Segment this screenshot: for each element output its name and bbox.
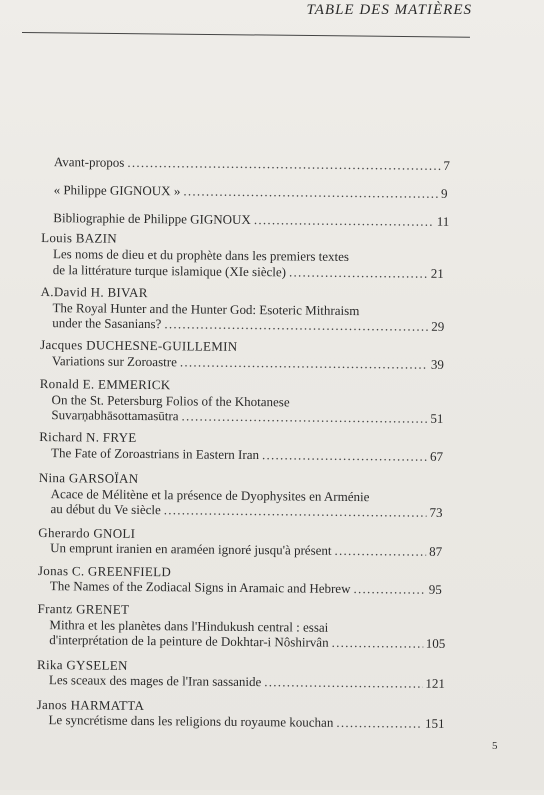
toc-author: A.David H. BIVAR [40, 284, 148, 301]
toc-page-number: 95 [428, 581, 442, 597]
toc-page-number: 39 [430, 356, 445, 372]
toc-entry-title: The Fate of Zoroastrians in Eastern Iran [51, 445, 260, 463]
toc-author: Jonas C. GREENFIELD [37, 563, 172, 580]
leader-dots [183, 183, 438, 200]
toc-entry-title: Suvarṇabhāsottamasūtra [51, 407, 179, 424]
leader-dots [353, 581, 425, 597]
toc-entry-title: Acace de Mélitène et la présence de Dyophysites en Arménie [50, 486, 370, 505]
toc-entry-title: Mithra et les planètes dans l'Hindukush central : essai [49, 617, 329, 635]
toc-entry-title: Variations sur Zoroastre [51, 353, 177, 370]
toc-page-number: 67 [430, 448, 444, 464]
toc-entry-title: Les sceaux des mages de l'Iran sassanide [48, 672, 262, 690]
leader-dots [262, 447, 427, 464]
leader-dots [254, 212, 434, 229]
leader-dots [127, 155, 440, 173]
toc-entry-title: « Philippe GIGNOUX » [53, 182, 181, 199]
toc-page-number: 121 [425, 675, 445, 691]
toc-entry-title: Un emprunt iranien en araméen ignoré jusqu'à présent [50, 540, 332, 558]
toc-entry-title: Bibliographie de Philippe GIGNOUX [53, 210, 251, 228]
toc-entry-title-row [53, 262, 444, 281]
toc-page-number: 21 [430, 265, 444, 281]
toc-entry-title-row [49, 672, 445, 691]
toc-page-number: 73 [429, 504, 443, 520]
toc-entry-title-row [54, 182, 448, 201]
toc-entry-title-row [49, 632, 445, 651]
toc-entry-title: de la littérature turque islamique (XIe siècle) [52, 262, 287, 280]
toc-entry-title: Les noms de dieu et du prophète dans les premiers textes [52, 246, 350, 264]
toc-entry-title-row [54, 154, 450, 173]
toc-page-number: 29 [431, 318, 445, 334]
toc-entry-title: under the Sasanians? [52, 315, 162, 332]
toc-entry-title-row [51, 407, 443, 426]
toc-author: Nina GARSOÏAN [38, 470, 139, 486]
toc-page-number: 51 [430, 410, 444, 426]
leader-dots [164, 502, 427, 520]
toc-entry-title: au début du Ve siècle [50, 501, 161, 518]
toc-author: Janos HARMATTA [36, 696, 145, 714]
running-head: TABLE DES MATIÈRES [306, 2, 472, 18]
leader-dots [180, 354, 428, 371]
toc-page-number: 87 [429, 543, 443, 559]
leader-dots [332, 635, 423, 651]
toc-entry-title: On the St. Petersburg Folios of the Khotanese [51, 392, 290, 410]
toc-author: Gherardo GNOLI [38, 525, 136, 541]
toc-entry-title-row [51, 445, 443, 464]
toc-page-number: 9 [441, 185, 448, 201]
toc-entry-title-row [52, 315, 444, 334]
toc-entry-title: Avant-propos [53, 154, 125, 170]
toc-page-number: 7 [443, 157, 450, 173]
toc-author: Richard N. FRYE [39, 429, 137, 445]
toc-author: Rika GYSELEN [36, 656, 128, 673]
toc-page-number: 105 [425, 635, 446, 651]
toc-entry-title: Le syncrétisme dans les religions du royaume kouchan [48, 712, 334, 730]
toc-author: Jacques DUCHESNE-GUILLEMIN [40, 337, 238, 354]
toc-entry-title-row [53, 210, 449, 229]
page-folio: 5 [492, 740, 498, 752]
toc-author: Frantz GRENET [37, 600, 130, 617]
toc-entry-title-row [50, 578, 442, 597]
toc-entry-title-row [48, 712, 444, 731]
toc-page-number: 151 [424, 715, 445, 731]
toc-entry-title-row [52, 353, 444, 372]
leader-dots [289, 264, 428, 280]
toc-entry-title: The Names of the Zodiacal Signs in Aramaic and Hebrew [49, 578, 351, 597]
toc-entry-title-row [50, 540, 442, 559]
toc-entry-title: The Royal Hunter and the Hunter God: Esoteric Mithraism [52, 300, 360, 319]
toc-author: Ronald E. EMMERICK [39, 376, 171, 393]
toc-page-number: 11 [436, 213, 450, 229]
toc-author: Louis BAZIN [41, 230, 118, 246]
toc-entry-title-row [50, 501, 442, 520]
leader-dots [334, 543, 426, 559]
leader-dots [164, 316, 428, 334]
leader-dots [336, 715, 422, 731]
leader-dots [264, 674, 422, 691]
leader-dots [181, 408, 427, 425]
toc-entry-title: d'interprétation de la peinture de Dokhtar-i Nôshirvân [49, 632, 329, 650]
